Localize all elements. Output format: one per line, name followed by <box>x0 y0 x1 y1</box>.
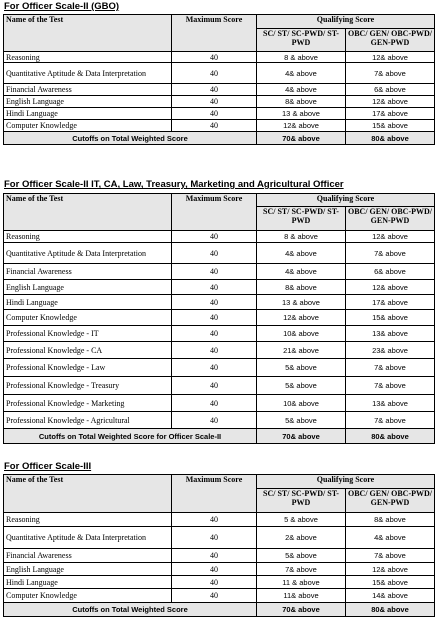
sc-st-score-cell: 12& above <box>257 120 346 132</box>
test-name-cell: English Language <box>4 280 172 295</box>
test-name-cell: Hindi Language <box>4 108 172 120</box>
sc-st-score-cell: 12& above <box>257 310 346 326</box>
table-row <box>4 84 435 96</box>
table-row <box>4 589 435 603</box>
max-score-cell: 40 <box>172 52 257 63</box>
max-score-cell: 40 <box>172 527 257 549</box>
table-row <box>4 231 435 243</box>
table-row <box>4 395 435 412</box>
test-name-cell: English Language <box>4 563 172 576</box>
table-row <box>4 359 435 377</box>
header-max: Maximum Score <box>172 15 257 52</box>
max-score-cell: 40 <box>172 576 257 589</box>
table-row <box>4 120 435 132</box>
gen-obc-score-cell: 12& above <box>346 563 435 576</box>
test-name-cell: Hindi Language <box>4 295 172 310</box>
cutoff-label: Cutoffs on Total Weighted Score <box>4 603 257 617</box>
sc-st-score-cell: 8 & above <box>257 231 346 243</box>
test-name-cell: Professional Knowledge - Agricultural <box>4 412 172 429</box>
gen-obc-score-cell: 7& above <box>346 412 435 429</box>
max-score-cell: 40 <box>172 243 257 264</box>
table-row <box>4 377 435 395</box>
gen-obc-score-cell: 7& above <box>346 63 435 84</box>
test-name-cell: Computer Knowledge <box>4 310 172 326</box>
max-score-cell: 40 <box>172 377 257 395</box>
sc-st-score-cell: 8& above <box>257 96 346 108</box>
section-2-table <box>3 474 435 617</box>
table-row <box>4 52 435 63</box>
header-qualifying: Qualifying Score <box>257 194 435 207</box>
header-sc: SC/ ST/ SC-PWD/ ST-PWD <box>257 29 346 52</box>
section-1-table <box>3 193 435 444</box>
sc-st-score-cell: 13 & above <box>257 295 346 310</box>
sc-st-score-cell: 7& above <box>257 563 346 576</box>
table-row <box>4 513 435 527</box>
table-row <box>4 412 435 429</box>
sc-st-score-cell: 11& above <box>257 589 346 603</box>
table-row <box>4 63 435 84</box>
test-name-cell: Computer Knowledge <box>4 120 172 132</box>
test-name-cell: Computer Knowledge <box>4 589 172 603</box>
cutoff-label: Cutoffs on Total Weighted Score <box>4 132 257 145</box>
table-row <box>4 108 435 120</box>
gen-obc-score-cell: 12& above <box>346 96 435 108</box>
header-gen: OBC/ GEN/ OBC-PWD/ GEN-PWD <box>346 29 435 52</box>
sc-st-score-cell: 4& above <box>257 63 346 84</box>
max-score-cell: 40 <box>172 359 257 377</box>
gen-obc-score-cell: 4& above <box>346 527 435 549</box>
section-0-title: For Officer Scale-II (GBO) <box>4 1 120 12</box>
cutoff-sc: 70& above <box>257 132 346 145</box>
gen-obc-score-cell: 12& above <box>346 280 435 295</box>
gen-obc-score-cell: 6& above <box>346 84 435 96</box>
gen-obc-score-cell: 7& above <box>346 243 435 264</box>
sc-st-score-cell: 10& above <box>257 395 346 412</box>
sc-st-score-cell: 10& above <box>257 326 346 342</box>
header-gen: OBC/ GEN/ OBC-PWD/ GEN-PWD <box>346 489 435 513</box>
section-1-title: For Officer Scale-II IT, CA, Law, Treasury, Marketing and Agricultural Officer <box>4 179 344 190</box>
sc-st-score-cell: 8 & above <box>257 52 346 63</box>
max-score-cell: 40 <box>172 412 257 429</box>
header-test: Name of the Test <box>4 194 172 231</box>
max-score-cell: 40 <box>172 231 257 243</box>
gen-obc-score-cell: 7& above <box>346 549 435 563</box>
table-row <box>4 549 435 563</box>
test-name-cell: English Language <box>4 96 172 108</box>
sc-st-score-cell: 5& above <box>257 412 346 429</box>
max-score-cell: 40 <box>172 96 257 108</box>
test-name-cell: Financial Awareness <box>4 84 172 96</box>
header-sc: SC/ ST/ SC-PWD/ ST-PWD <box>257 207 346 231</box>
gen-obc-score-cell: 12& above <box>346 52 435 63</box>
test-name-cell: Professional Knowledge - Law <box>4 359 172 377</box>
sc-st-score-cell: 2& above <box>257 527 346 549</box>
table-row <box>4 576 435 589</box>
cutoff-gen: 80& above <box>346 132 435 145</box>
cutoff-gen: 80& above <box>346 429 435 444</box>
cutoff-gen: 80& above <box>346 603 435 617</box>
max-score-cell: 40 <box>172 264 257 280</box>
max-score-cell: 40 <box>172 326 257 342</box>
table-row <box>4 264 435 280</box>
sc-st-score-cell: 13 & above <box>257 108 346 120</box>
gen-obc-score-cell: 6& above <box>346 264 435 280</box>
sc-st-score-cell: 4& above <box>257 84 346 96</box>
header-max: Maximum Score <box>172 194 257 231</box>
gen-obc-score-cell: 15& above <box>346 576 435 589</box>
max-score-cell: 40 <box>172 280 257 295</box>
test-name-cell: Reasoning <box>4 231 172 243</box>
max-score-cell: 40 <box>172 342 257 359</box>
test-name-cell: Professional Knowledge - Treasury <box>4 377 172 395</box>
header-test: Name of the Test <box>4 475 172 513</box>
header-qualifying: Qualifying Score <box>257 15 435 29</box>
table-row <box>4 342 435 359</box>
gen-obc-score-cell: 17& above <box>346 108 435 120</box>
test-name-cell: Financial Awareness <box>4 549 172 563</box>
max-score-cell: 40 <box>172 295 257 310</box>
header-test: Name of the Test <box>4 15 172 52</box>
sc-st-score-cell: 5& above <box>257 377 346 395</box>
gen-obc-score-cell: 13& above <box>346 326 435 342</box>
header-qualifying: Qualifying Score <box>257 475 435 489</box>
max-score-cell: 40 <box>172 549 257 563</box>
gen-obc-score-cell: 8& above <box>346 513 435 527</box>
test-name-cell: Quantitative Aptitude & Data Interpretation <box>4 243 172 264</box>
table-row <box>4 280 435 295</box>
header-gen: OBC/ GEN/ OBC-PWD/ GEN-PWD <box>346 207 435 231</box>
table-row <box>4 527 435 549</box>
cutoff-sc: 70& above <box>257 603 346 617</box>
test-name-cell: Reasoning <box>4 52 172 63</box>
max-score-cell: 40 <box>172 310 257 326</box>
sc-st-score-cell: 21& above <box>257 342 346 359</box>
cutoff-label: Cutoffs on Total Weighted Score for Officer Scale-II <box>4 429 257 444</box>
table-row <box>4 326 435 342</box>
max-score-cell: 40 <box>172 563 257 576</box>
sc-st-score-cell: 5& above <box>257 549 346 563</box>
sc-st-score-cell: 4& above <box>257 264 346 280</box>
gen-obc-score-cell: 15& above <box>346 120 435 132</box>
table-row <box>4 96 435 108</box>
test-name-cell: Professional Knowledge - Marketing <box>4 395 172 412</box>
max-score-cell: 40 <box>172 108 257 120</box>
gen-obc-score-cell: 13& above <box>346 395 435 412</box>
sc-st-score-cell: 5& above <box>257 359 346 377</box>
sc-st-score-cell: 8& above <box>257 280 346 295</box>
sc-st-score-cell: 5 & above <box>257 513 346 527</box>
table-row <box>4 295 435 310</box>
max-score-cell: 40 <box>172 395 257 412</box>
section-2-title: For Officer Scale-III <box>4 461 92 472</box>
table-row <box>4 310 435 326</box>
test-name-cell: Quantitative Aptitude & Data Interpretation <box>4 527 172 549</box>
gen-obc-score-cell: 17& above <box>346 295 435 310</box>
test-name-cell: Quantitative Aptitude & Data Interpretation <box>4 63 172 84</box>
test-name-cell: Professional Knowledge - IT <box>4 326 172 342</box>
test-name-cell: Financial Awareness <box>4 264 172 280</box>
max-score-cell: 40 <box>172 63 257 84</box>
section-0-table <box>3 14 435 145</box>
gen-obc-score-cell: 12& above <box>346 231 435 243</box>
gen-obc-score-cell: 7& above <box>346 377 435 395</box>
gen-obc-score-cell: 23& above <box>346 342 435 359</box>
gen-obc-score-cell: 14& above <box>346 589 435 603</box>
max-score-cell: 40 <box>172 120 257 132</box>
cutoff-sc: 70& above <box>257 429 346 444</box>
max-score-cell: 40 <box>172 84 257 96</box>
gen-obc-score-cell: 15& above <box>346 310 435 326</box>
max-score-cell: 40 <box>172 513 257 527</box>
test-name-cell: Reasoning <box>4 513 172 527</box>
table-row <box>4 243 435 264</box>
header-sc: SC/ ST/ SC-PWD/ ST-PWD <box>257 489 346 513</box>
sc-st-score-cell: 11 & above <box>257 576 346 589</box>
max-score-cell: 40 <box>172 589 257 603</box>
sc-st-score-cell: 4& above <box>257 243 346 264</box>
table-row <box>4 563 435 576</box>
test-name-cell: Hindi Language <box>4 576 172 589</box>
test-name-cell: Professional Knowledge - CA <box>4 342 172 359</box>
gen-obc-score-cell: 7& above <box>346 359 435 377</box>
header-max: Maximum Score <box>172 475 257 513</box>
